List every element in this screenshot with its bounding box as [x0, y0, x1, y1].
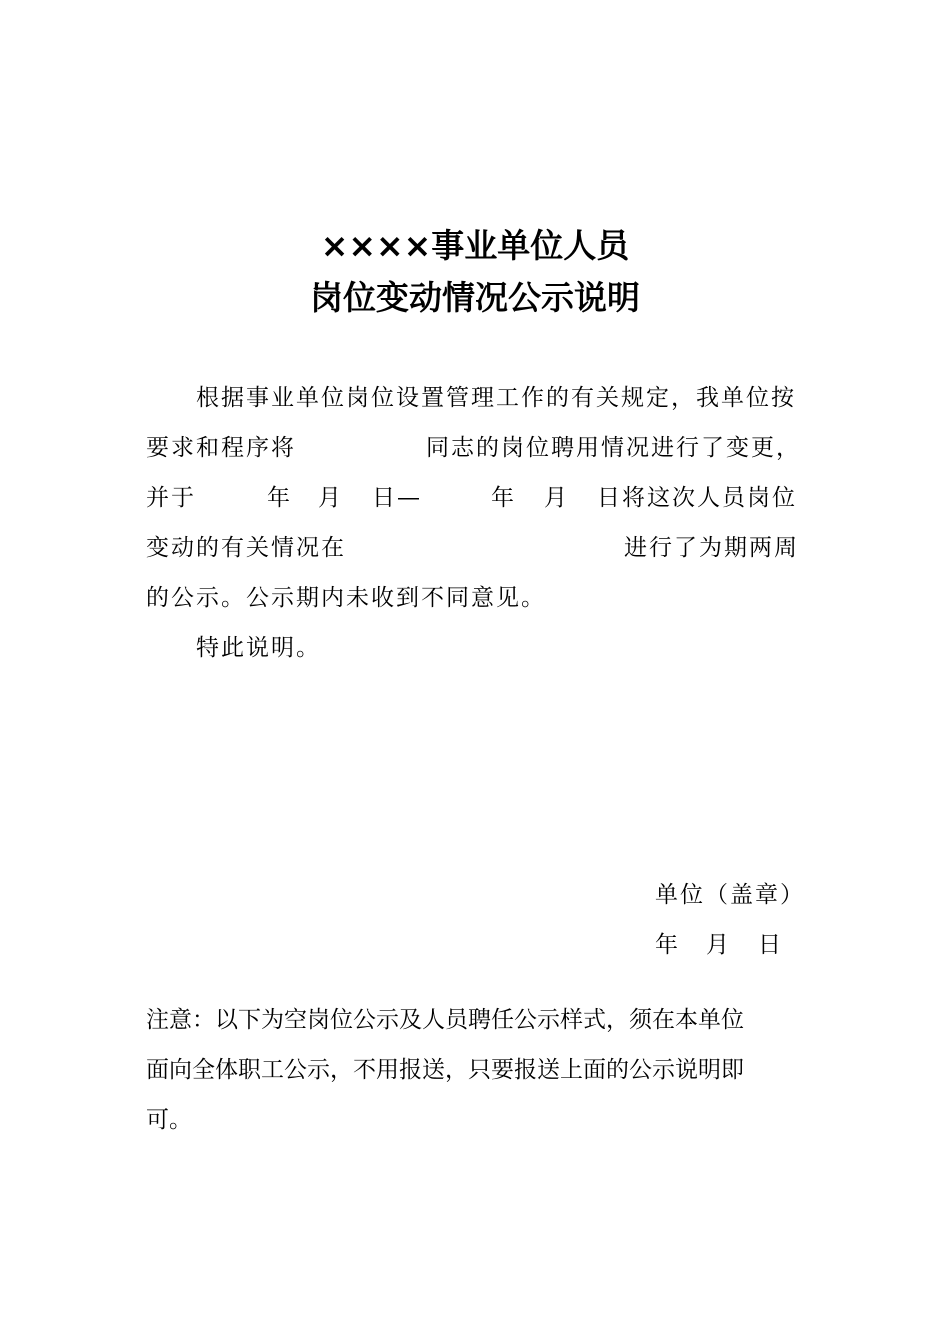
closing-line [146, 623, 806, 673]
closing-text: 特此说明。 [196, 635, 321, 661]
title-line-2: 岗位变动情况公示说明 [310, 278, 640, 317]
year-1-label: 年 [267, 485, 292, 511]
sign-month-label: 月 [706, 932, 731, 958]
body-line-3-start: 并于 [146, 485, 196, 511]
body-line-1-text: 根据事业单位岗位设置管理工作的有关规定，我单位按 [196, 385, 796, 411]
body-line-4 [146, 523, 806, 573]
body-line-2-start: 要求和程序将 [146, 435, 296, 461]
note-line-2: 面向全体职工公示，不用报送，只要报送上面的公示说明即 [146, 1057, 744, 1083]
title-line-1: ××××事业单位人员 [320, 226, 630, 265]
body-line-1 [146, 373, 806, 423]
note-line-3: 可。 [146, 1107, 192, 1133]
body-line-3-end: 日将这次人员岗位 [597, 485, 797, 511]
body-line-5-text: 的公示。公示期内未收到不同意见。 [146, 585, 546, 611]
sign-year-label: 年 [655, 932, 680, 958]
body-line-4-start: 变动的有关情况在 [146, 535, 346, 561]
month-2-label: 月 [544, 485, 569, 511]
body-line-4-end: 进行了为期两周 [624, 535, 799, 561]
year-2-label: 年 [491, 485, 516, 511]
month-1-label: 月 [318, 485, 343, 511]
body-line-2 [146, 423, 806, 473]
unit-seal-label: 单位（盖章） [655, 882, 805, 908]
body-line-3 [146, 473, 806, 523]
day-1-label: 日— [372, 485, 422, 511]
body-line-5 [146, 573, 806, 623]
sign-day-label: 日 [758, 932, 783, 958]
body-line-2-end: 同志的岗位聘用情况进行了变更， [426, 435, 801, 461]
note-line-1: 注意：以下为空岗位公示及人员聘任公示样式，须在本单位 [146, 1007, 744, 1033]
